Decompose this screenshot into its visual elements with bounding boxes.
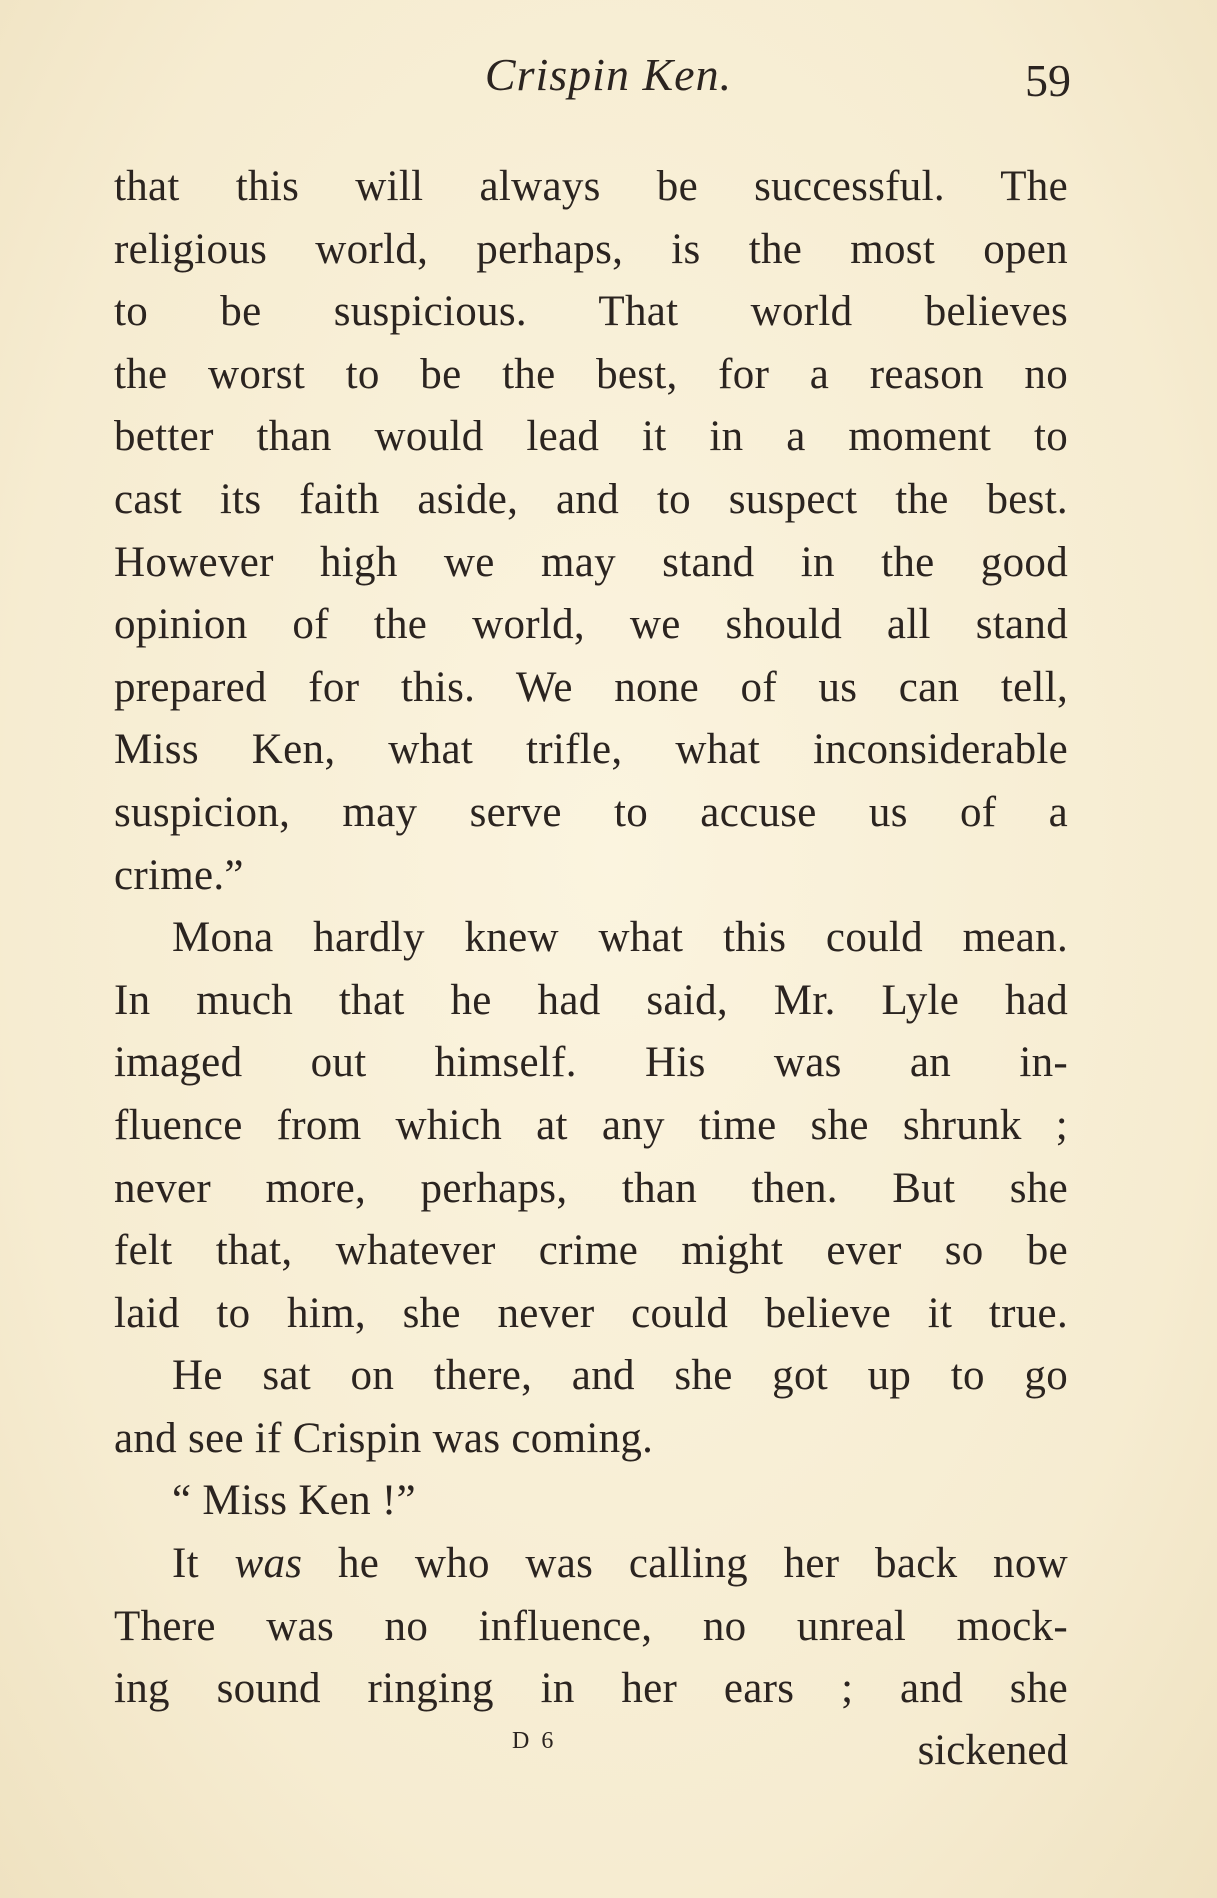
text-segment: he who was calling her back now [302, 1540, 1068, 1588]
text-line: “ Miss Ken !” [172, 1477, 416, 1525]
text-line: that this will always be successful. The [114, 163, 1068, 210]
text-line: suspicion, may serve to accuse us of a [114, 788, 1068, 836]
text-line: Mona hardly knew what this could mean. [172, 914, 1068, 962]
running-title: Crispin Ken. [484, 49, 733, 100]
text-segment: It [172, 1540, 235, 1588]
text-line: ing sound ringing in her ears ; and she [114, 1665, 1068, 1713]
text-line: crime.” [114, 851, 244, 899]
page-number: 59 [1025, 55, 1071, 106]
text-line: He sat on there, and she got up to go [172, 1352, 1068, 1400]
text-line: Miss Ken, what trifle, what inconsiderable [114, 726, 1068, 774]
page-footer [114, 1720, 1068, 1782]
text-line: cast its faith aside, and to suspect the best. [114, 475, 1068, 523]
signature-mark: D 6 [512, 1728, 557, 1754]
text-line: In much that he had said, Mr. Lyle had [114, 976, 1068, 1024]
text-line: fluence from which at any time she shrunk ; [114, 1101, 1068, 1149]
text-line: imaged out himself. His was an in- [114, 1039, 1068, 1087]
text-line: opinion of the world, we should all stand [114, 601, 1068, 649]
text-line: felt that, whatever crime might ever so be [114, 1227, 1068, 1275]
text-line: laid to him, she never could believe it true. [114, 1289, 1068, 1337]
text-line: the worst to be the best, for a reason no [114, 350, 1068, 398]
text-line: However high we may stand in the good [114, 538, 1068, 586]
text-line: prepared for this. We none of us can tell, [114, 663, 1068, 711]
body-text [114, 156, 1068, 1721]
text-line: never more, perhaps, than then. But she [114, 1164, 1068, 1212]
text-line: There was no influence, no unreal mock- [114, 1602, 1068, 1650]
catchword: sickened [917, 1727, 1068, 1774]
text-line: better than would lead it in a moment to [114, 413, 1068, 461]
text-line: religious world, perhaps, is the most open [114, 225, 1068, 273]
emphasized-word: was [234, 1540, 303, 1588]
text-line: to be suspicious. That world believes [114, 288, 1068, 336]
text-line: and see if Crispin was coming. [114, 1414, 654, 1462]
text-line-emphasis [114, 1533, 1068, 1596]
